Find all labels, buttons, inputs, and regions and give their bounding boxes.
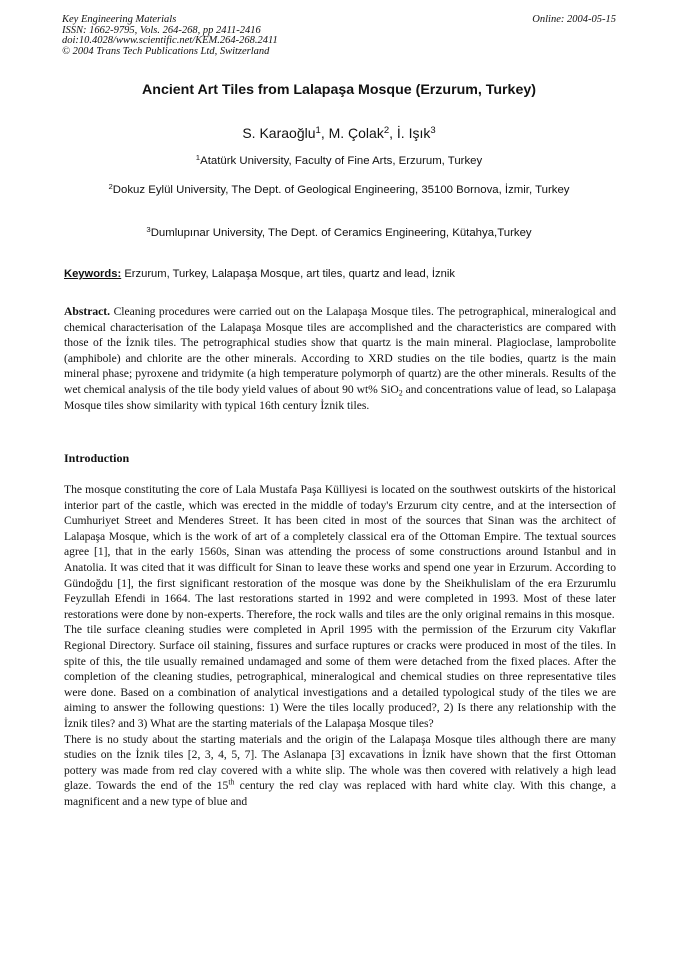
author-name: İ. Işık	[396, 125, 431, 141]
affiliation-text: Dumlupınar University, The Dept. of Ceramics Engineering, Kütahya,Turkey	[150, 227, 532, 239]
subscript: 2	[398, 388, 403, 398]
introduction-body	[64, 482, 616, 809]
author-name: M. Çolak	[328, 125, 384, 141]
affiliation-text: Dokuz Eylül University, The Dept. of Geological Engineering, 35100 Bornova, İzmir, Turkey	[112, 184, 570, 196]
affiliation	[30, 181, 648, 196]
paragraph: The tile surface cleaning studies were completed in April 1995 with the permission of the Erzurum city Vakıflar Regional Directory. Surface oil staining, fissures and surface ruptures or cracks were produced in most of the tiles. In spite of this, the tile usually remained undamaged and some of them were detached from the fixed places. After the completion of the cleaning studies, petrographical, mineralogical and chemical studies on three representative tiles were done. Based on a combination of analytical investigations and a detailed typological study of the tiles we are aiming to answer the following questions: 1) Were the tiles locally produced?, 2) Is there any relationship with the İznik tiles? and 3) What are the starting materials of the Lalapaşa Mosque tiles?	[64, 623, 616, 730]
affiliation-mark: 1	[195, 152, 201, 162]
copyright-line: © 2004 Trans Tech Publications Ltd, Switzerland	[62, 45, 270, 57]
author-name: S. Karaoğlu	[242, 125, 316, 141]
abstract	[64, 304, 616, 413]
issn-line: ISSN: 1662-9795, Vols. 264-268, pp 2411-2416	[62, 24, 261, 36]
affiliation-mark: 3	[146, 224, 151, 234]
doi-line[interactable]: doi:10.4028/www.scientific.net/KEM.264-268.2411	[62, 35, 278, 47]
author-list: S. Karaoğlu$^1$, M. Çolak$^2$, İ. Işık$^3$	[242, 124, 436, 141]
online-date: Online: 2004-05-15	[532, 14, 616, 25]
paragraph: The mosque constituting the core of Lala Mustafa Paşa Külliyesi is located on the southwest outskirts of the historical interior part of the castle, which was erected in the middle of today's Erzurum city centre, and at the intersection of Cumhuriyet Street and Menderes Street. It has been cited in most of the sources that Sinan was the architect of Lalapaşa Mosque, which is the work of art of a completely classical era of the Ottoman Empire. The textual sources agree [1], that in the early 1560s, Sinan was attending the process of some constructions around Istanbul and in Anatolia. It was cited that it was difficult for Sinan to leave these works and spend one year in Erzurum. According to Gündoğdu [1], the first significant restoration of the mosque was done by the Sheikhulislam of the era Erzurumlu Feyzullah Efendi in 1664. The last restorations started in 1992 and were completed in 1993. Most of these later restorations were done by non-experts. Therefore, the rock walls and tiles are the only original remains in this mosque.	[64, 483, 616, 621]
abstract-text: and concentrations value of lead, so Lalapaşa Mosque tiles show similarity with typical 16th century İznik tiles.	[64, 382, 616, 412]
keywords-label: Keywords:	[64, 268, 122, 280]
paragraph-text: century the red clay was replaced with hard white clay. With this change, a magnificent and a new type of blue and	[64, 779, 616, 808]
journal-header	[62, 15, 278, 57]
journal-name: Key Engineering Materials	[62, 14, 177, 25]
paragraph-text: There is no study about the starting materials and the origin of the Lalapaşa Mosque tiles although there are many studies on the İznik tiles [2, 3, 4, 5, 7]. The Aslanapa [3] excavations in İznik have shown that the first Ottoman pottery was made from red clay covered with a white slip. The whole was then covered with relatively a high lead glaze. Towards the end of the 15	[64, 732, 616, 793]
abstract-text: Cleaning procedures were carried out on the Lalapaşa Mosque tiles. The petrographical, mineralogical and chemical characterisation of the Lalapaşa Mosque tiles are accomplished and the characteristics are compared with those of the İznik tiles. The petrographical studies show that quartz is the main mineral. Plagioclase, lamprobolite (amphibole) and chlorite are the other minerals. According to XRD studies on the tile bodies, quartz is the main mineral phase; pyroxene and tridymite (a high temperature polymorph of quartz) are the other minerals. Results of the wet chemical analysis of the tile body yield values of about 90 wt% SiO	[64, 305, 616, 396]
author-affiliation-mark: 2	[383, 124, 390, 136]
superscript: th	[228, 777, 235, 787]
paragraph	[64, 732, 616, 810]
author-affiliation-mark: 3	[430, 124, 436, 136]
keywords-text: Erzurum, Turkey, Lalapaşa Mosque, art tiles, quartz and lead, İznik	[124, 268, 455, 280]
abstract-label: Abstract.	[64, 305, 111, 318]
author-affiliation-mark: 1	[315, 124, 321, 136]
affiliation	[30, 152, 648, 167]
affiliation-text: Atatürk University, Faculty of Fine Arts, Erzurum, Turkey	[200, 155, 483, 167]
paper-title: Ancient Art Tiles from Lalapaşa Mosque (Erzurum, Turkey)	[142, 82, 536, 98]
section-heading: Introduction	[64, 451, 130, 465]
keywords	[64, 268, 616, 280]
affiliation-mark: 2	[108, 181, 113, 191]
affiliation	[30, 224, 648, 239]
